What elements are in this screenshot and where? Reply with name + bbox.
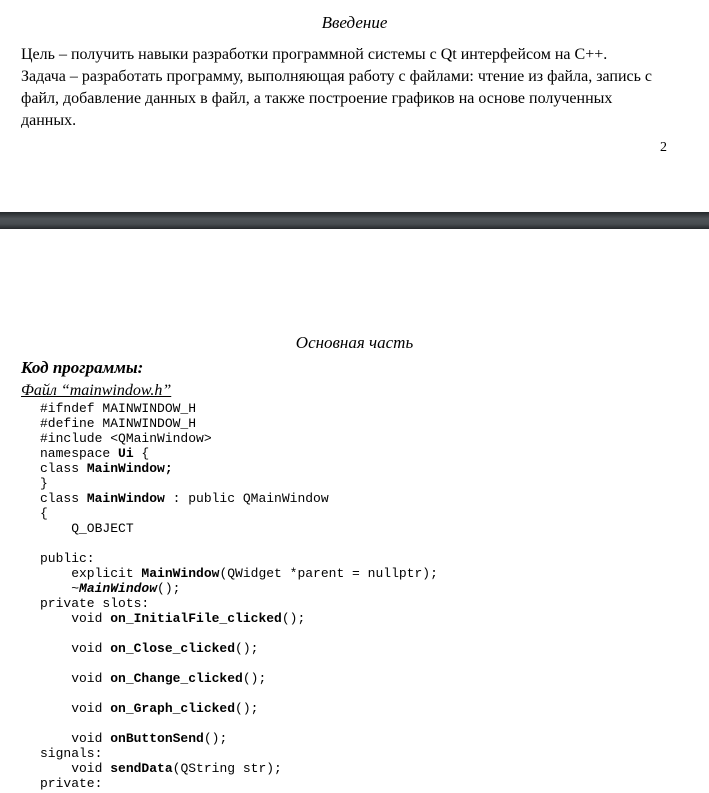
code-line: void on_Change_clicked(); — [40, 671, 267, 686]
code-line: ~MainWindow(); — [40, 581, 181, 596]
page-number: 2 — [660, 140, 667, 155]
code-line: void sendData(QString str); — [40, 761, 282, 776]
code-line: void on_Close_clicked(); — [40, 641, 259, 656]
code-line — [40, 626, 688, 641]
page-break-separator — [0, 212, 709, 229]
code-line: void on_Graph_clicked(); — [40, 701, 259, 716]
page-3-section — [0, 229, 709, 793]
code-program-subheading: Код программы: — [21, 358, 144, 377]
section-title-main-part: Основная часть — [295, 333, 414, 352]
text-line: Цель – получить навыки разработки программной системы с Qt интерфейсом на C++. — [21, 46, 608, 63]
code-line: class MainWindow; — [40, 461, 173, 476]
code-line: #ifndef MAINWINDOW_H — [40, 401, 197, 416]
text-line: файл, добавление данных в файл, а также построение графиков на основе полученных — [21, 90, 613, 107]
file-name-label: Файл “mainwindow.h” — [21, 382, 172, 399]
code-line: #include <QMainWindow> — [40, 431, 212, 446]
code-line: } — [40, 476, 48, 491]
code-line — [40, 536, 688, 551]
code-line: class MainWindow : public QMainWindow — [40, 491, 329, 506]
code-line: public: — [40, 551, 95, 566]
code-line — [40, 656, 688, 671]
text-line: данных. — [21, 112, 77, 129]
code-line: namespace Ui { — [40, 446, 150, 461]
section-title-introduction: Введение — [321, 13, 388, 32]
code-line: private: — [40, 776, 103, 791]
code-line: signals: — [40, 746, 103, 761]
code-line: private slots: — [40, 596, 150, 611]
text-line: Задача – разработать программу, выполняющая работу с файлами: чтение из файла, запись с — [21, 68, 653, 85]
page-2-section — [0, 0, 709, 212]
code-line: void on_InitialFile_clicked(); — [40, 611, 306, 626]
code-block — [21, 401, 688, 791]
code-line: explicit MainWindow(QWidget *parent = nullptr); — [40, 566, 438, 581]
code-line — [40, 686, 688, 701]
code-line: #define MAINWINDOW_H — [40, 416, 197, 431]
code-line: void onButtonSend(); — [40, 731, 228, 746]
code-line: Q_OBJECT — [40, 521, 134, 536]
code-line: { — [40, 506, 48, 521]
code-line — [40, 716, 688, 731]
intro-paragraphs — [21, 44, 688, 132]
